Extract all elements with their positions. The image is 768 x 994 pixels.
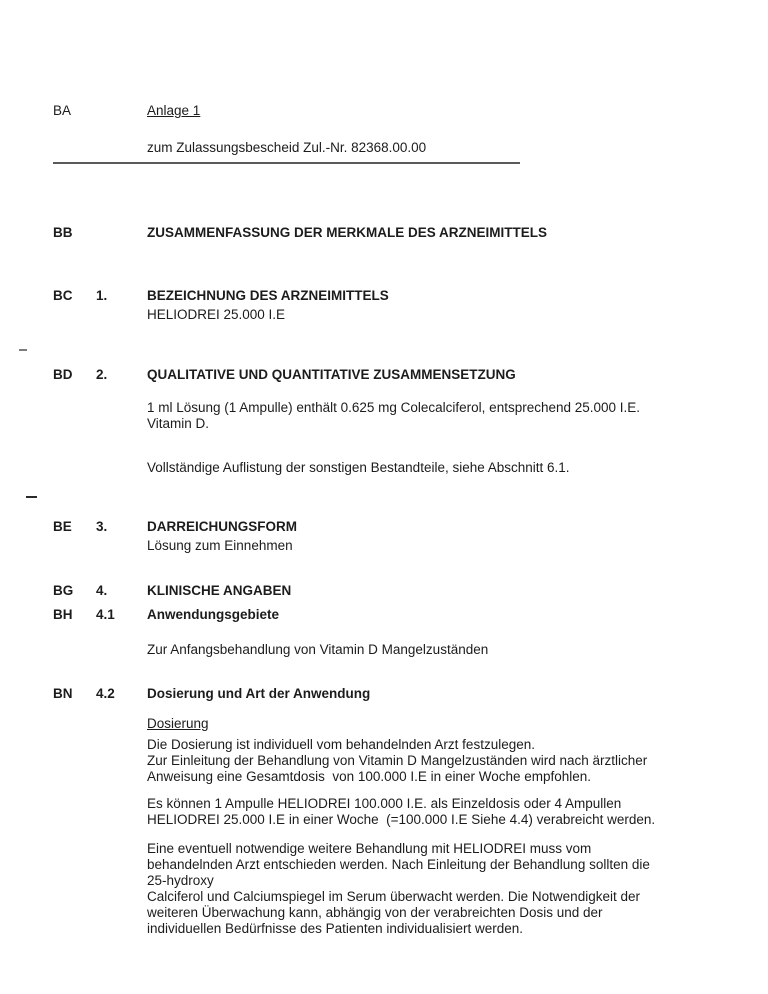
dosage-p3-line-5: weiteren Überwachung kann, abhängig von der verabreichten Dosis und der [147,905,603,920]
section-number-4-2: 4.2 [96,686,115,701]
dosage-p1-line-1: Die Dosierung ist individuell vom behandelnden Arzt festzulegen. [147,737,535,752]
section-bh [53,607,708,623]
header-row [53,103,708,119]
dosage-p2-line-2: HELIODREI 25.000 I.E in einer Woche (=100.000 I.E Siehe 4.4) verabreicht werden. [147,812,656,827]
dosage-paragraph-2 [147,796,708,828]
section-be [53,519,708,554]
section-number-2: 2. [96,367,108,382]
composition-paragraph [147,400,708,432]
dosage-p3-line-4: Calciferol und Calciumspiegel im Serum überwacht werden. Die Notwendigkeit der [147,889,640,904]
margin-change-mark-1 [19,349,27,351]
dosierung-subheading [147,716,708,732]
excipients-reference-line: Vollständige Auflistung der sonstigen Bestandteile, siehe Abschnitt 6.1. [147,460,570,475]
section-bd [53,367,708,383]
dosage-p3-line-6: individuellen Bedürfnisse des Patienten individualisiert werden. [147,921,523,936]
document-title: ZUSAMMENFASSUNG DER MERKMALE DES ARZNEIMITTELS [147,225,548,240]
section-code-be: BE [53,519,72,534]
section-code-ba: BA [53,103,72,118]
section-heading-bezeichnung: BEZEICHNUNG DES ARZNEIMITTELS [147,288,389,303]
composition-line-2: Vitamin D. [147,416,210,431]
section-heading-darreichungsform: DARREICHUNGSFORM [147,519,297,534]
excipients-reference-paragraph [147,460,708,476]
dosage-p3-line-3: 25-hydroxy [147,873,214,888]
section-code-bg: BG [53,583,74,598]
section-number-4: 4. [96,583,108,598]
zulassung-subtitle: zum Zulassungsbescheid Zul.-Nr. 82368.00.00 [147,140,427,155]
dosage-p1-line-2: Zur Einleitung der Behandlung von Vitamin D Mangelzuständen wird nach ärztlicher [147,753,648,768]
section-heading-dosierung: Dosierung und Art der Anwendung [147,686,371,701]
dosage-p3-line-2: behandelnden Arzt entschieden werden. Nach Einleitung der Behandlung sollten die [147,857,650,872]
dosage-paragraph-1 [147,737,708,785]
section-code-bb: BB [53,225,73,240]
dosierung-subheading-text: Dosierung [147,716,209,731]
anlage-title: Anlage 1 [147,103,201,118]
section-code-bc: BC [53,288,73,303]
product-name: HELIODREI 25.000 I.E [147,307,286,322]
section-bc [53,288,708,323]
dosage-form-value: Lösung zum Einnehmen [147,538,293,553]
horizontal-divider [53,162,520,164]
dosage-paragraph-3 [147,841,708,937]
dosage-p1-line-3: Anweisung eine Gesamtdosis von 100.000 I.E in einer Woche empfohlen. [147,769,592,784]
indication-paragraph [147,642,708,658]
section-bn [53,686,708,702]
margin-change-mark-2 [26,496,37,498]
section-heading-zusammensetzung: QUALITATIVE UND QUANTITATIVE ZUSAMMENSETZUNG [147,367,516,382]
section-heading-anwendungsgebiete: Anwendungsgebiete [147,607,280,622]
section-heading-klinische-angaben: KLINISCHE ANGABEN [147,583,292,598]
section-bb [53,225,708,241]
section-code-bd: BD [53,367,73,382]
indication-line: Zur Anfangsbehandlung von Vitamin D Mangelzuständen [147,642,489,657]
dosage-p2-line-1: Es können 1 Ampulle HELIODREI 100.000 I.E. als Einzeldosis oder 4 Ampullen [147,796,622,811]
subtitle-row [53,140,708,156]
section-code-bn: BN [53,686,73,701]
section-number-1: 1. [96,288,108,303]
dosage-p3-line-1: Eine eventuell notwendige weitere Behandlung mit HELIODREI muss vom [147,841,592,856]
section-number-4-1: 4.1 [96,607,115,622]
composition-line-1: 1 ml Lösung (1 Ampulle) enthält 0.625 mg Colecalciferol, entsprechend 25.000 I.E. [147,400,641,415]
section-bg [53,583,708,599]
section-number-3: 3. [96,519,108,534]
section-code-bh: BH [53,607,73,622]
